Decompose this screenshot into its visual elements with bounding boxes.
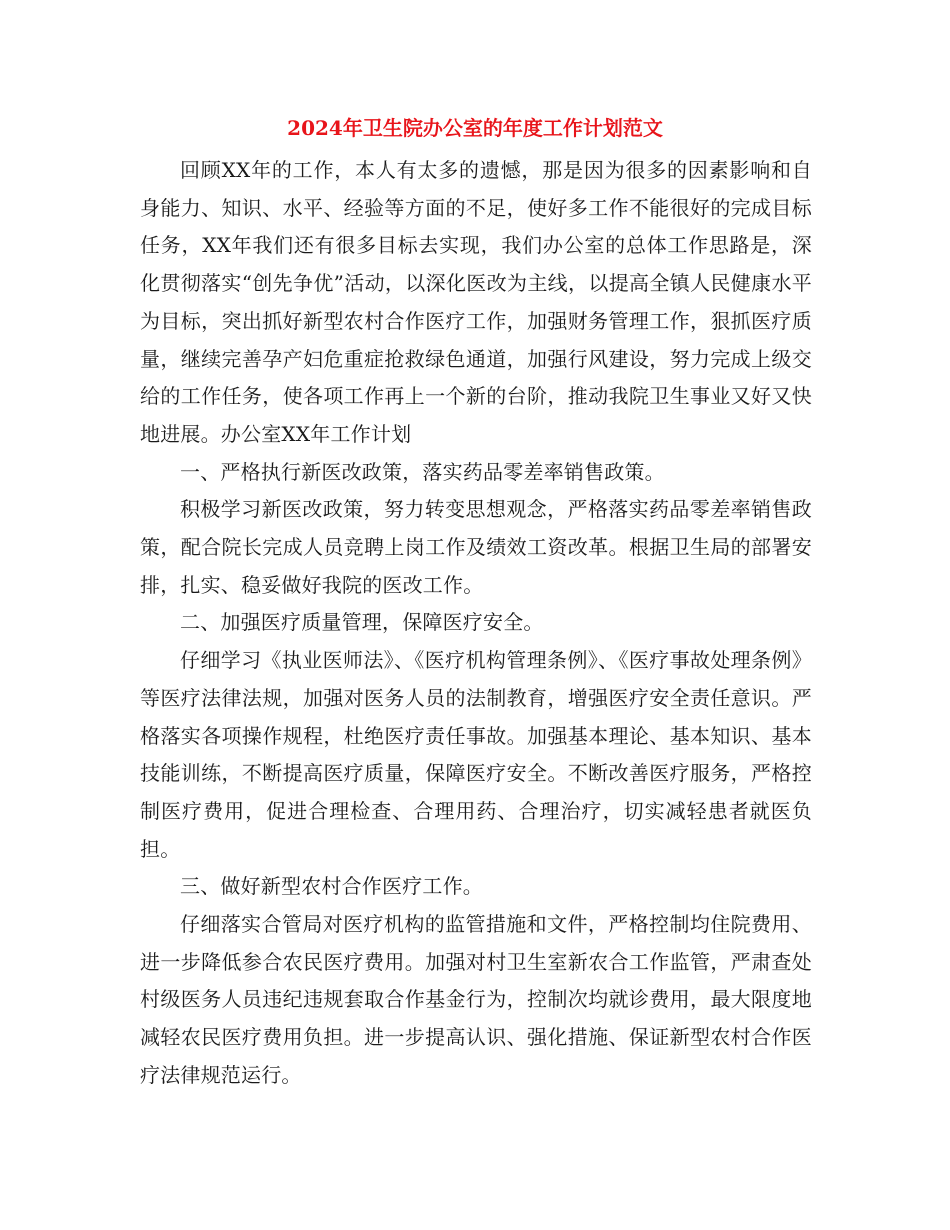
document-body bbox=[140, 152, 812, 1095]
paragraph-intro: 回顾XX年的工作，本人有太多的遗憾，那是因为很多的因素影响和自身能力、知识、水平、经验等方面的不足，使好多工作不能很好的完成目标任务，XX年我们还有很多目标去实现，我们办公室的总体工作思路是，深化贯彻落实“创先争优”活动，以深化医改为主线，以提高全镇人民健康水平为目标，突出抓好新型农村合作医疗工作，加强财务管理工作，狠抓医疗质量，继续完善孕产妇危重症抢救绿色通道，加强行风建设，努力完成上级交给的工作任务，使各项工作再上一个新的台阶，推动我院卫生事业又好又快地进展。办公室XX年工作计划 bbox=[140, 158, 812, 446]
section-heading-2: 二、加强医疗质量管理，保障医疗安全。 bbox=[180, 610, 544, 635]
document-title: 2024年卫生院办公室的年度工作计划范文 bbox=[287, 116, 663, 140]
paragraph-section-1: 积极学习新医改政策，努力转变思想观念，严格落实药品零差率销售政策，配合院长完成人员竞聘上岗工作及绩效工资改革。根据卫生局的部署安排，扎实、稳妥做好我院的医改工作。 bbox=[140, 497, 812, 597]
paragraph-section-3: 仔细落实合管局对医疗机构的监管措施和文件，严格控制均住院费用、进一步降低参合农民医疗费用。加强对村卫生室新农合工作监管，严肃查处村级医务人员违纪违规套取合作基金行为，控制次均就诊费用，最大限度地减轻农民医疗费用负担。进一步提高认识、强化措施、保证新型农村合作医疗法律规范运行。 bbox=[140, 912, 812, 1087]
section-heading-1: 一、严格执行新医改政策，落实药品零差率销售政策。 bbox=[180, 459, 665, 484]
paragraph-section-2: 仔细学习《执业医师法》、《医疗机构管理条例》、《医疗事故处理条例》等医疗法律法规，加强对医务人员的法制教育，增强医疗安全责任意识。严格落实各项操作规程，杜绝医疗责任事故。加强基本理论、基本知识、基本技能训练，不断提高医疗质量，保障医疗安全。不断改善医疗服务，严格控制医疗费用，促进合理检查、合理用药、合理治疗，切实减轻患者就医负担。 bbox=[140, 648, 812, 861]
section-heading-3: 三、做好新型农村合作医疗工作。 bbox=[180, 874, 483, 899]
